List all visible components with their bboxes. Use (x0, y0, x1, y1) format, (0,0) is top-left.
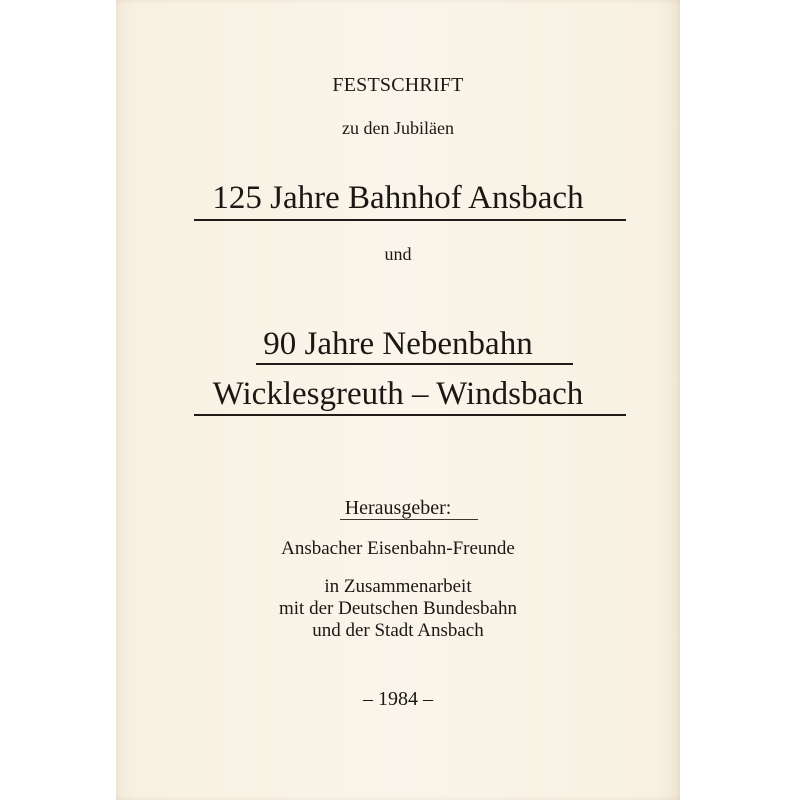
publisher-label-underline (340, 519, 478, 520)
cooperation-line-2: mit der Deutschen Bundesbahn (279, 598, 517, 619)
title-2-line-2-underline (194, 414, 626, 416)
title-nebenbahn-line-2: Wicklesgreuth – Windsbach (212, 376, 584, 412)
cover-label: FESTSCHRIFT (332, 74, 464, 96)
cooperation-line-3: und der Stadt Ansbach (312, 620, 484, 641)
publication-year: – 1984 – (363, 688, 433, 710)
title-1-underline (194, 219, 626, 221)
title-bahnhof-ansbach: 125 Jahre Bahnhof Ansbach (212, 180, 584, 216)
publisher-label: Herausgeber: (344, 497, 452, 519)
conjunction-text: und (384, 244, 412, 264)
cover-subtitle: zu den Jubiläen (342, 118, 454, 138)
cover-page (116, 0, 680, 800)
publisher-name: Ansbacher Eisenbahn-Freunde (281, 538, 515, 559)
cooperation-line-1: in Zusammenarbeit (324, 576, 472, 597)
title-nebenbahn-line-1: 90 Jahre Nebenbahn (263, 326, 533, 362)
title-2-line-1-underline (256, 363, 573, 365)
